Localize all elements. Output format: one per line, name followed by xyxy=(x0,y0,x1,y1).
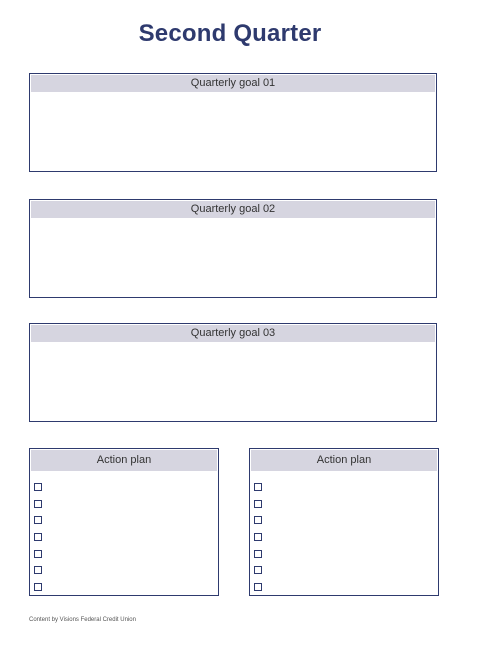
quarterly-goal-writing-area-2[interactable] xyxy=(30,219,436,297)
action-item xyxy=(34,529,42,546)
action-item xyxy=(254,479,262,496)
quarterly-goal-writing-area-3[interactable] xyxy=(30,343,436,421)
checkbox[interactable] xyxy=(34,583,42,591)
checkbox[interactable] xyxy=(34,483,42,491)
quarterly-goal-label-3: Quarterly goal 03 xyxy=(31,325,435,342)
checkbox[interactable] xyxy=(34,516,42,524)
action-plan-box-right xyxy=(249,448,439,596)
action-item xyxy=(254,512,262,529)
checkbox[interactable] xyxy=(254,583,262,591)
action-item xyxy=(34,562,42,579)
checkbox[interactable] xyxy=(34,566,42,574)
action-item xyxy=(34,512,42,529)
action-item xyxy=(34,479,42,496)
checkbox[interactable] xyxy=(254,550,262,558)
action-item xyxy=(34,496,42,513)
checkbox[interactable] xyxy=(254,516,262,524)
action-item xyxy=(34,579,42,596)
action-item xyxy=(34,545,42,562)
quarterly-goal-label-2: Quarterly goal 02 xyxy=(31,201,435,218)
checkbox[interactable] xyxy=(254,566,262,574)
quarterly-goal-writing-area-1[interactable] xyxy=(30,93,436,171)
checkbox[interactable] xyxy=(254,500,262,508)
quarterly-goal-box-3 xyxy=(29,323,437,422)
action-plan-label-left: Action plan xyxy=(31,450,217,471)
action-item xyxy=(254,562,262,579)
checkbox[interactable] xyxy=(254,483,262,491)
checkbox[interactable] xyxy=(34,500,42,508)
action-plan-box-left xyxy=(29,448,219,596)
checkbox[interactable] xyxy=(34,533,42,541)
quarterly-goal-label-1: Quarterly goal 01 xyxy=(31,75,435,92)
action-item xyxy=(254,529,262,546)
action-item xyxy=(254,545,262,562)
action-plan-checklist-left xyxy=(34,479,42,595)
action-item xyxy=(254,579,262,596)
page-title: Second Quarter xyxy=(138,20,322,47)
quarterly-goal-box-1 xyxy=(29,73,437,172)
action-plan-checklist-right xyxy=(254,479,262,595)
checkbox[interactable] xyxy=(254,533,262,541)
action-plan-label-right: Action plan xyxy=(251,450,437,471)
quarterly-goal-box-2 xyxy=(29,199,437,298)
action-item xyxy=(254,496,262,513)
checkbox[interactable] xyxy=(34,550,42,558)
footer-credit: Content by Visions Federal Credit Union xyxy=(29,617,136,623)
